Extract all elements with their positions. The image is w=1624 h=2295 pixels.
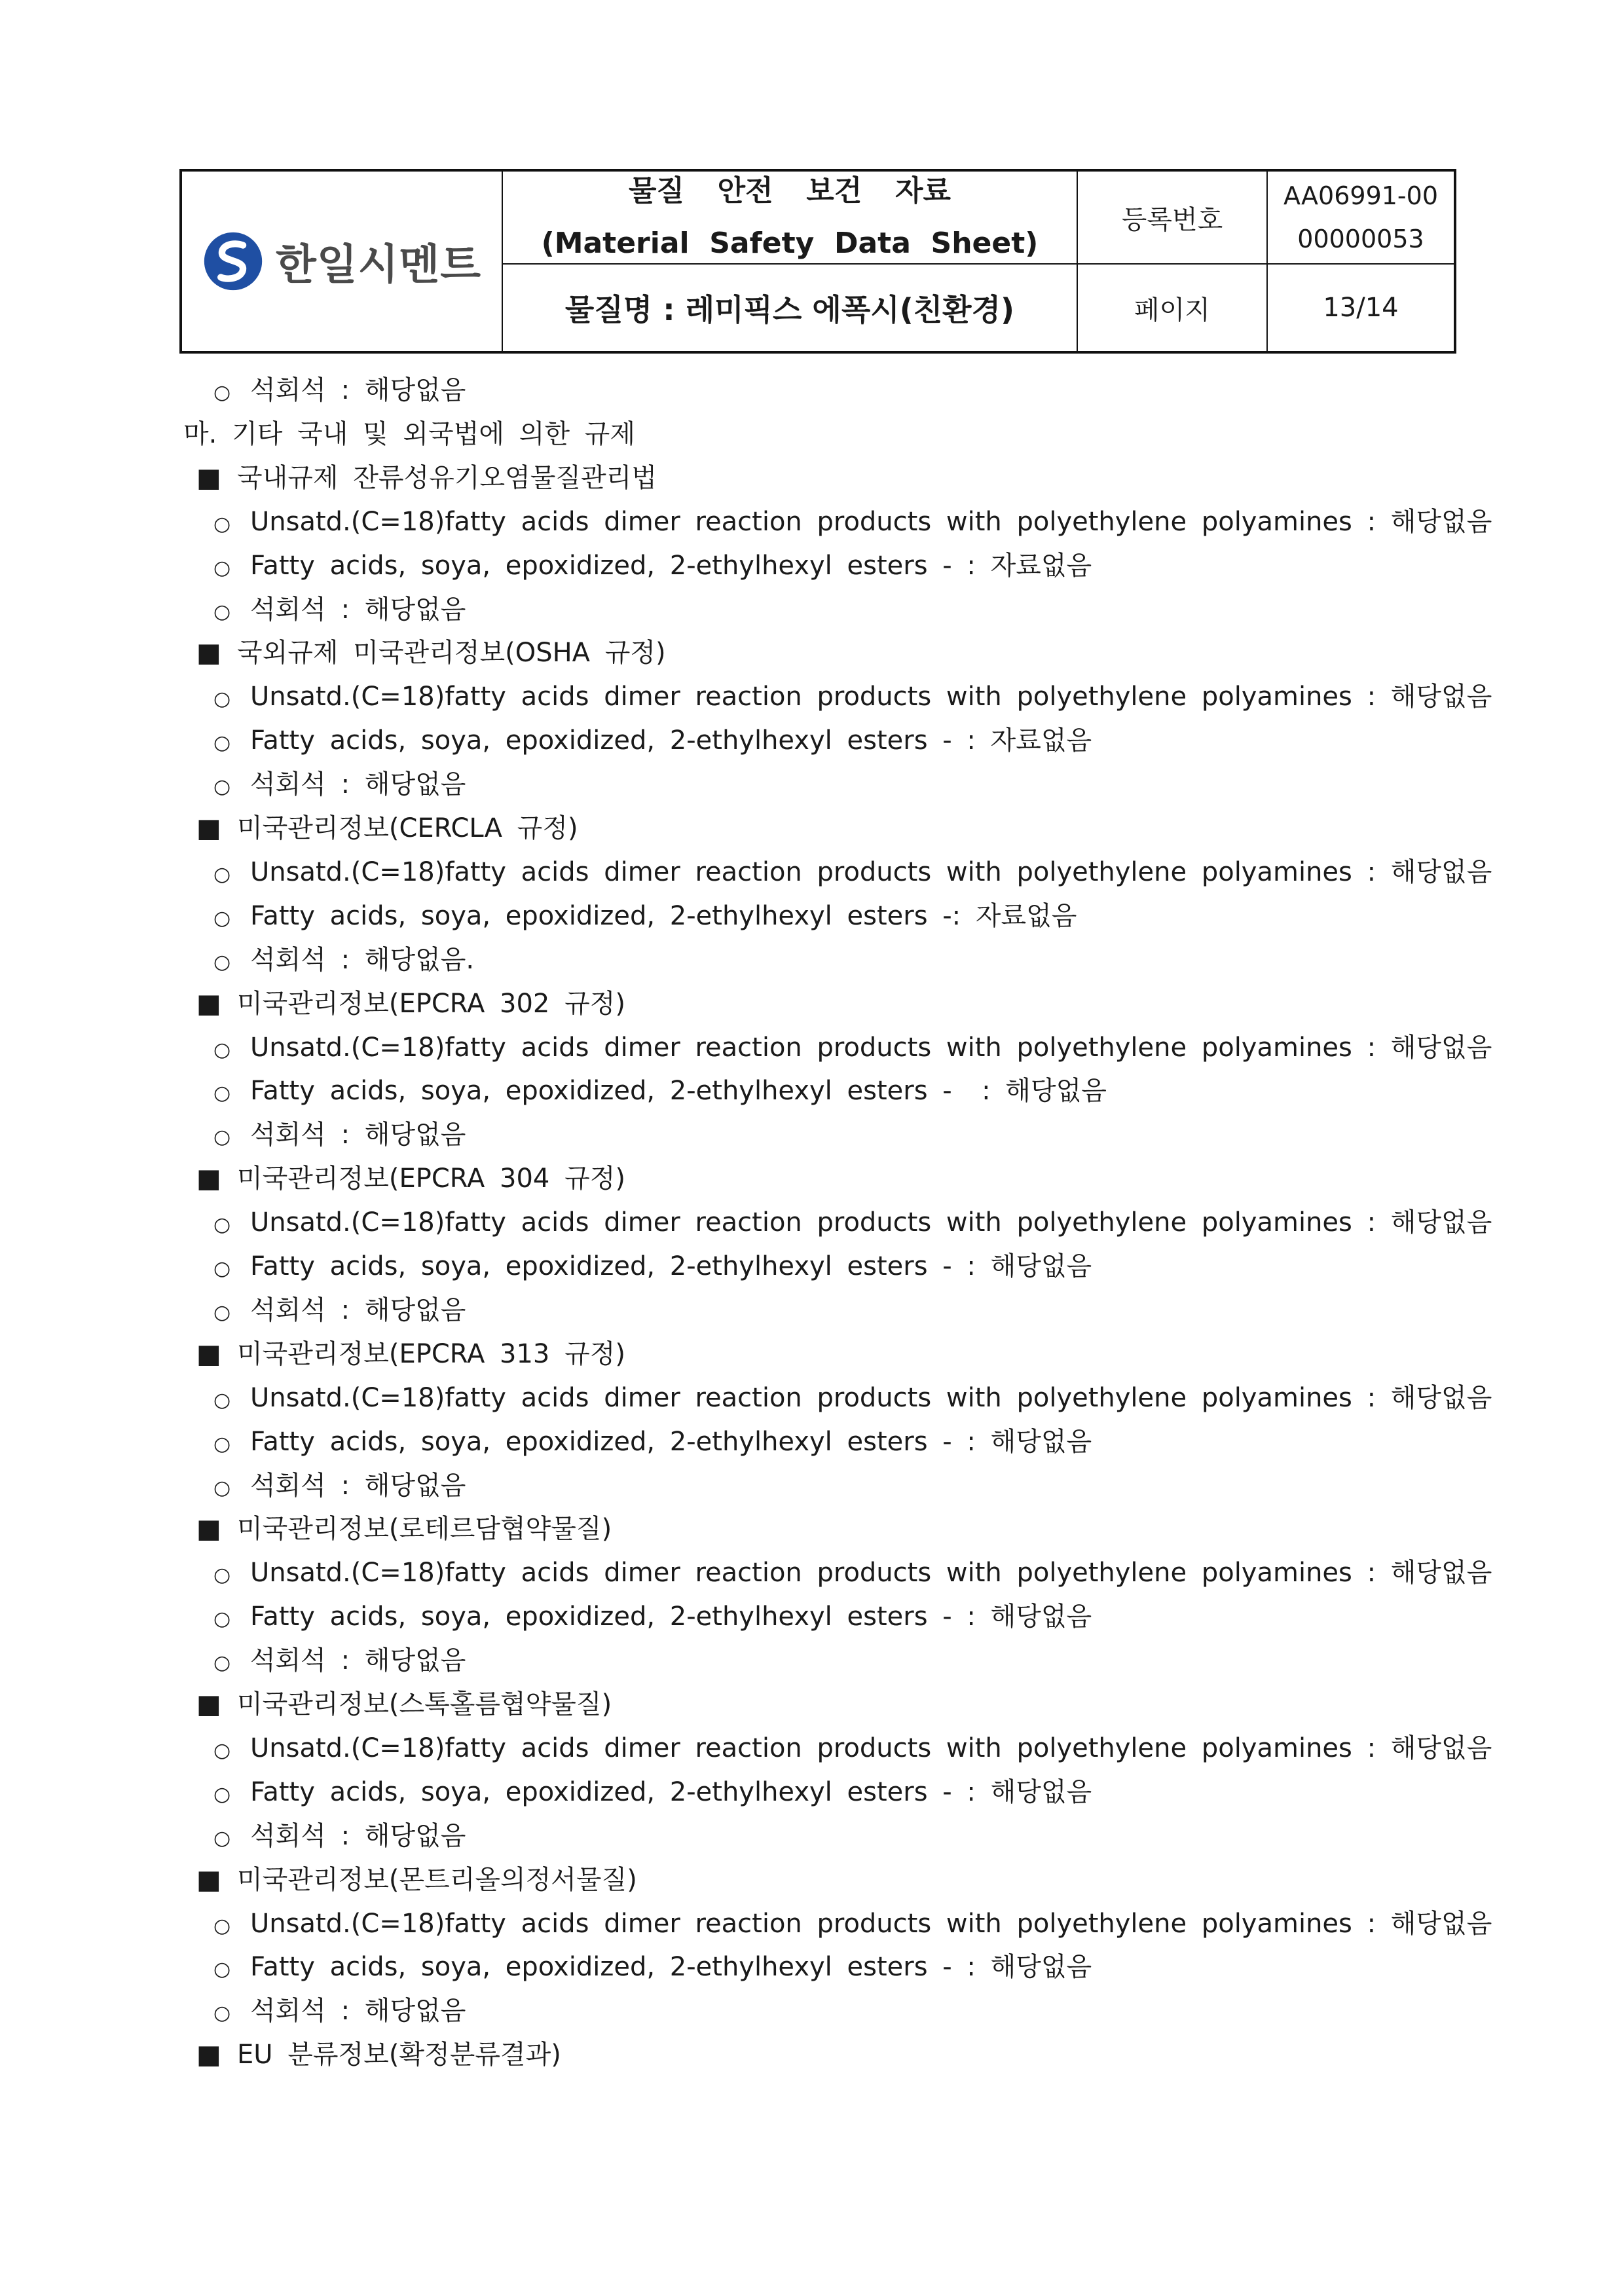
list-item	[213, 766, 466, 805]
circle-bullet-icon: ○	[213, 1126, 231, 1148]
list-item	[213, 854, 1492, 893]
company-logo	[202, 230, 481, 292]
circle-bullet-icon: ○	[213, 381, 231, 404]
circle-bullet-icon: ○	[213, 1783, 231, 1806]
line-text: 석회석 : 해당없음	[250, 1295, 466, 1325]
company-logo-cell	[182, 172, 502, 351]
square-bullet-icon: ■	[196, 989, 221, 1019]
msds-header	[179, 169, 1456, 354]
circle-bullet-icon: ○	[213, 863, 231, 886]
product-name: 물질명 : 레미픽스 에폭시(친환경)	[564, 292, 1015, 327]
line-text: Fatty acids, soya, epoxidized, 2-ethylhexyl esters - : 해당없음	[250, 1427, 1092, 1457]
line-text: 마. 기타 국내 및 외국법에 의한 규제	[183, 419, 635, 449]
subsection-heading	[196, 1686, 612, 1723]
line-text: Unsatd.(C=18)fatty acids dimer reaction products with polyethylene polyamines : 해당없음	[250, 1558, 1492, 1588]
list-item	[213, 1730, 1492, 1769]
line-text: Unsatd.(C=18)fatty acids dimer reaction products with polyethylene polyamines : 해당없음	[250, 1207, 1492, 1238]
list-item	[213, 1949, 1092, 1988]
line-text: 미국관리정보(로테르담협약물질)	[237, 1514, 612, 1544]
square-bullet-icon: ■	[196, 1339, 221, 1369]
subsection-heading	[196, 1511, 612, 1547]
circle-bullet-icon: ○	[213, 1739, 231, 1762]
line-text: 국내규제 잔류성유기오염물질관리법	[237, 463, 657, 493]
square-bullet-icon: ■	[196, 2040, 221, 2070]
list-item	[213, 1292, 466, 1331]
registration-number-line-2: 00000053	[1297, 225, 1424, 253]
subsection-heading	[196, 1160, 625, 1197]
line-text: 석회석 : 해당없음	[250, 1120, 466, 1150]
company-name: 한일시멘트	[275, 241, 482, 289]
registration-label: 등록번호	[1121, 204, 1223, 235]
square-bullet-icon: ■	[196, 638, 221, 668]
list-item	[213, 1992, 466, 2032]
list-item	[213, 1248, 1092, 1287]
list-item	[213, 1818, 466, 1857]
square-bullet-icon: ■	[196, 1514, 221, 1544]
list-item	[213, 722, 1092, 762]
list-item	[213, 1554, 1492, 1594]
circle-bullet-icon: ○	[213, 600, 231, 623]
list-item	[213, 1467, 466, 1507]
line-text: Fatty acids, soya, epoxidized, 2-ethylhexyl esters - : 자료없음	[250, 725, 1092, 756]
square-bullet-icon: ■	[196, 1865, 221, 1895]
line-text: 미국관리정보(EPCRA 302 규정)	[237, 989, 625, 1019]
circle-bullet-icon: ○	[213, 1477, 231, 1499]
line-text: Fatty acids, soya, epoxidized, 2-ethylhexyl esters - : 자료없음	[250, 551, 1092, 581]
line-text: Unsatd.(C=18)fatty acids dimer reaction products with polyethylene polyamines : 해당없음	[250, 857, 1492, 887]
list-item	[213, 591, 466, 631]
subsection-heading	[196, 1336, 625, 1372]
circle-bullet-icon: ○	[213, 1915, 231, 1937]
line-text: Fatty acids, soya, epoxidized, 2-ethylhexyl esters - : 해당없음	[250, 1251, 1092, 1281]
line-text: 석회석 : 해당없음.	[250, 945, 475, 975]
circle-bullet-icon: ○	[213, 1564, 231, 1587]
circle-bullet-icon: ○	[213, 1958, 231, 1981]
square-bullet-icon: ■	[196, 463, 221, 493]
line-text: Fatty acids, soya, epoxidized, 2-ethylhexyl esters - : 해당없음	[250, 1952, 1092, 1982]
circle-bullet-icon: ○	[213, 1651, 231, 1674]
list-item	[213, 1029, 1492, 1069]
registration-number-line-1: AA06991-00	[1283, 181, 1438, 210]
subsection-heading	[196, 985, 625, 1022]
circle-bullet-icon: ○	[213, 1038, 231, 1061]
circle-bullet-icon: ○	[213, 1827, 231, 1850]
page-label: 페이지	[1134, 295, 1210, 325]
square-bullet-icon: ■	[196, 1164, 221, 1194]
line-text: 석회석 : 해당없음	[250, 1645, 466, 1676]
subsection-heading	[196, 460, 657, 496]
circle-bullet-icon: ○	[213, 951, 231, 974]
line-text: 미국관리정보(몬트리올의정서물질)	[237, 1865, 637, 1895]
list-item	[213, 1116, 466, 1156]
line-text: 석회석 : 해당없음	[250, 375, 466, 405]
square-bullet-icon: ■	[196, 1689, 221, 1719]
list-item	[213, 1905, 1492, 1945]
list-item	[213, 1380, 1492, 1419]
square-bullet-icon: ■	[196, 813, 221, 843]
circle-bullet-icon: ○	[213, 1301, 231, 1324]
list-item	[213, 1642, 466, 1681]
line-text: 석회석 : 해당없음	[250, 1471, 466, 1501]
line-text: 석회석 : 해당없음	[250, 1996, 466, 2026]
title-korean: 물질 안전 보건 자료	[629, 174, 951, 208]
circle-bullet-icon: ○	[213, 775, 231, 798]
line-text: Unsatd.(C=18)fatty acids dimer reaction products with polyethylene polyamines : 해당없음	[250, 507, 1492, 537]
subsection-heading	[196, 2036, 561, 2073]
list-item	[213, 1423, 1092, 1463]
list-item	[213, 1204, 1492, 1243]
line-text: Fatty acids, soya, epoxidized, 2-ethylhexyl esters - : 해당없음	[250, 1076, 1107, 1106]
list-item	[213, 504, 1492, 543]
list-item	[213, 678, 1492, 718]
list-item	[213, 1774, 1092, 1813]
line-text: 미국관리정보(스톡홀름협약물질)	[237, 1689, 612, 1719]
subsection-heading	[196, 810, 578, 847]
subsection-heading	[196, 1862, 637, 1898]
line-text: Unsatd.(C=18)fatty acids dimer reaction products with polyethylene polyamines : 해당없음	[250, 1033, 1492, 1063]
line-text: Fatty acids, soya, epoxidized, 2-ethylhexyl esters - : 해당없음	[250, 1777, 1092, 1807]
line-text: 국외규제 미국관리정보(OSHA 규정)	[237, 638, 666, 668]
list-item	[213, 898, 1077, 937]
line-text: 미국관리정보(EPCRA 313 규정)	[237, 1339, 625, 1369]
line-text: Fatty acids, soya, epoxidized, 2-ethylhexyl esters - : 해당없음	[250, 1602, 1092, 1632]
list-item	[213, 372, 466, 411]
circle-bullet-icon: ○	[213, 513, 231, 536]
line-text: 석회석 : 해당없음	[250, 769, 466, 799]
line-text: 석회석 : 해당없음	[250, 1821, 466, 1851]
line-text: Unsatd.(C=18)fatty acids dimer reaction products with polyethylene polyamines : 해당없음	[250, 682, 1492, 712]
list-item	[213, 1598, 1092, 1638]
line-text: 미국관리정보(EPCRA 304 규정)	[237, 1164, 625, 1194]
line-text: EU 분류정보(확정분류결과)	[237, 2040, 561, 2070]
circle-bullet-icon: ○	[213, 1082, 231, 1105]
registration-number	[1268, 172, 1454, 263]
list-item	[213, 1073, 1107, 1112]
page-number: 13/14	[1323, 293, 1399, 323]
title-english: (Material Safety Data Sheet)	[541, 227, 1039, 260]
line-text: Unsatd.(C=18)fatty acids dimer reaction products with polyethylene polyamines : 해당없음	[250, 1733, 1492, 1763]
circle-bullet-icon: ○	[213, 907, 231, 930]
circle-bullet-icon: ○	[213, 1389, 231, 1412]
company-logo-icon	[202, 230, 264, 292]
line-text: Unsatd.(C=18)fatty acids dimer reaction products with polyethylene polyamines : 해당없음	[250, 1383, 1492, 1413]
circle-bullet-icon: ○	[213, 2002, 231, 2025]
circle-bullet-icon: ○	[213, 1607, 231, 1630]
circle-bullet-icon: ○	[213, 731, 231, 754]
list-item	[213, 547, 1092, 587]
document-title	[503, 172, 1077, 263]
section-heading	[183, 416, 635, 452]
circle-bullet-icon: ○	[213, 1257, 231, 1280]
circle-bullet-icon: ○	[213, 1433, 231, 1456]
line-text: Unsatd.(C=18)fatty acids dimer reaction products with polyethylene polyamines : 해당없음	[250, 1909, 1492, 1939]
line-text: 석회석 : 해당없음	[250, 595, 466, 625]
circle-bullet-icon: ○	[213, 1213, 231, 1236]
circle-bullet-icon: ○	[213, 688, 231, 710]
list-item	[213, 942, 474, 981]
circle-bullet-icon: ○	[213, 557, 231, 579]
line-text: Fatty acids, soya, epoxidized, 2-ethylhexyl esters -: 자료없음	[250, 901, 1077, 931]
line-text: 미국관리정보(CERCLA 규정)	[237, 813, 578, 843]
subsection-heading	[196, 634, 666, 671]
